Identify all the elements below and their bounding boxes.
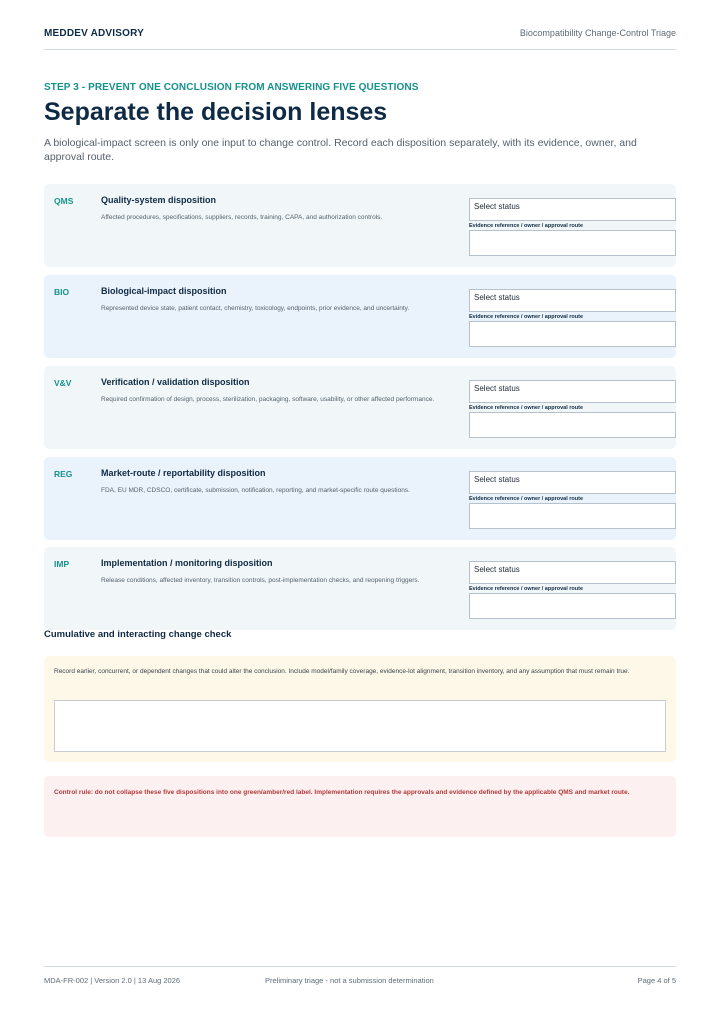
- lens-description: FDA, EU MDR, CDSCO, certificate, submission, notification, reporting, and market-specific route questions.: [101, 487, 410, 494]
- cumulative-heading: Cumulative and interacting change check: [44, 629, 232, 640]
- control-rule-box: [44, 776, 676, 837]
- lens-code: V&V: [54, 378, 72, 388]
- status-select[interactable]: Select status: [469, 198, 676, 221]
- lens-code: QMS: [54, 196, 74, 206]
- status-select[interactable]: Select status: [469, 380, 676, 403]
- intro-text: A biological-impact screen is only one input to change control. Record each disposition separately, with its evidence, owner, and approval route.: [44, 137, 637, 163]
- lens-code: BIO: [54, 287, 70, 297]
- brand-name: MEDDEV ADVISORY: [44, 28, 145, 39]
- footer-page-number: Page 4 of 5: [637, 976, 676, 985]
- lens-title: Implementation / monitoring disposition: [101, 558, 273, 568]
- cumulative-notes-input[interactable]: [54, 700, 666, 752]
- evidence-input[interactable]: [469, 412, 676, 438]
- evidence-label: Evidence reference / owner / approval route: [469, 223, 584, 229]
- lens-description: Represented device state, patient contact, chemistry, toxicology, endpoints, prior evidence, and uncertainty.: [101, 305, 410, 312]
- lens-card-bio: [44, 275, 676, 358]
- step-label: STEP 3 - PREVENT ONE CONCLUSION FROM ANSWERING FIVE QUESTIONS: [44, 82, 419, 93]
- control-rule-text: Control rule: do not collapse these five dispositions into one green/amber/red label. Implementation requires the approvals and evidence defined by the applicable QMS and market route.: [54, 789, 630, 796]
- evidence-label: Evidence reference / owner / approval route: [469, 405, 584, 411]
- evidence-label: Evidence reference / owner / approval route: [469, 314, 584, 320]
- lens-card-vv: [44, 366, 676, 449]
- page-footer: [44, 966, 676, 990]
- lens-code: IMP: [54, 559, 70, 569]
- status-select[interactable]: Select status: [469, 289, 676, 312]
- page-title: Separate the decision lenses: [44, 98, 388, 126]
- footer-disclaimer: Preliminary triage - not a submission determination: [265, 976, 434, 985]
- evidence-input[interactable]: [469, 321, 676, 347]
- page: [44, 0, 676, 1019]
- evidence-input[interactable]: [469, 230, 676, 256]
- document-title: Biocompatibility Change-Control Triage: [519, 28, 676, 38]
- page-header: [44, 28, 676, 50]
- evidence-input[interactable]: [469, 593, 676, 619]
- lens-description: Affected procedures, specifications, suppliers, records, training, CAPA, and authorization controls.: [101, 214, 383, 221]
- cumulative-description: Record earlier, concurrent, or dependent changes that could alter the conclusion. Include model/family coverage, evidence-lot alignment, transition inventory, and any assumption that must remain true.: [54, 668, 630, 675]
- lens-title: Biological-impact disposition: [101, 286, 227, 296]
- lens-title: Verification / validation disposition: [101, 377, 250, 387]
- evidence-label: Evidence reference / owner / approval route: [469, 496, 584, 502]
- lens-card-qms: [44, 184, 676, 267]
- status-select[interactable]: Select status: [469, 471, 676, 494]
- footer-doc-id: MDA-FR-002 | Version 2.0 | 13 Aug 2026: [44, 976, 181, 985]
- evidence-input[interactable]: [469, 503, 676, 529]
- lens-description: Release conditions, affected inventory, transition controls, post-implementation checks, and reopening triggers.: [101, 577, 420, 584]
- lens-title: Market-route / reportability disposition: [101, 468, 266, 478]
- evidence-label: Evidence reference / owner / approval route: [469, 586, 584, 592]
- lens-title: Quality-system disposition: [101, 195, 217, 205]
- lens-card-reg: [44, 457, 676, 540]
- lens-description: Required confirmation of design, process, sterilization, packaging, software, usability, or other affected performance.: [101, 396, 435, 403]
- cumulative-check-box: [44, 656, 676, 762]
- lens-card-imp: [44, 547, 676, 630]
- status-select[interactable]: Select status: [469, 561, 676, 584]
- lens-code: REG: [54, 469, 73, 479]
